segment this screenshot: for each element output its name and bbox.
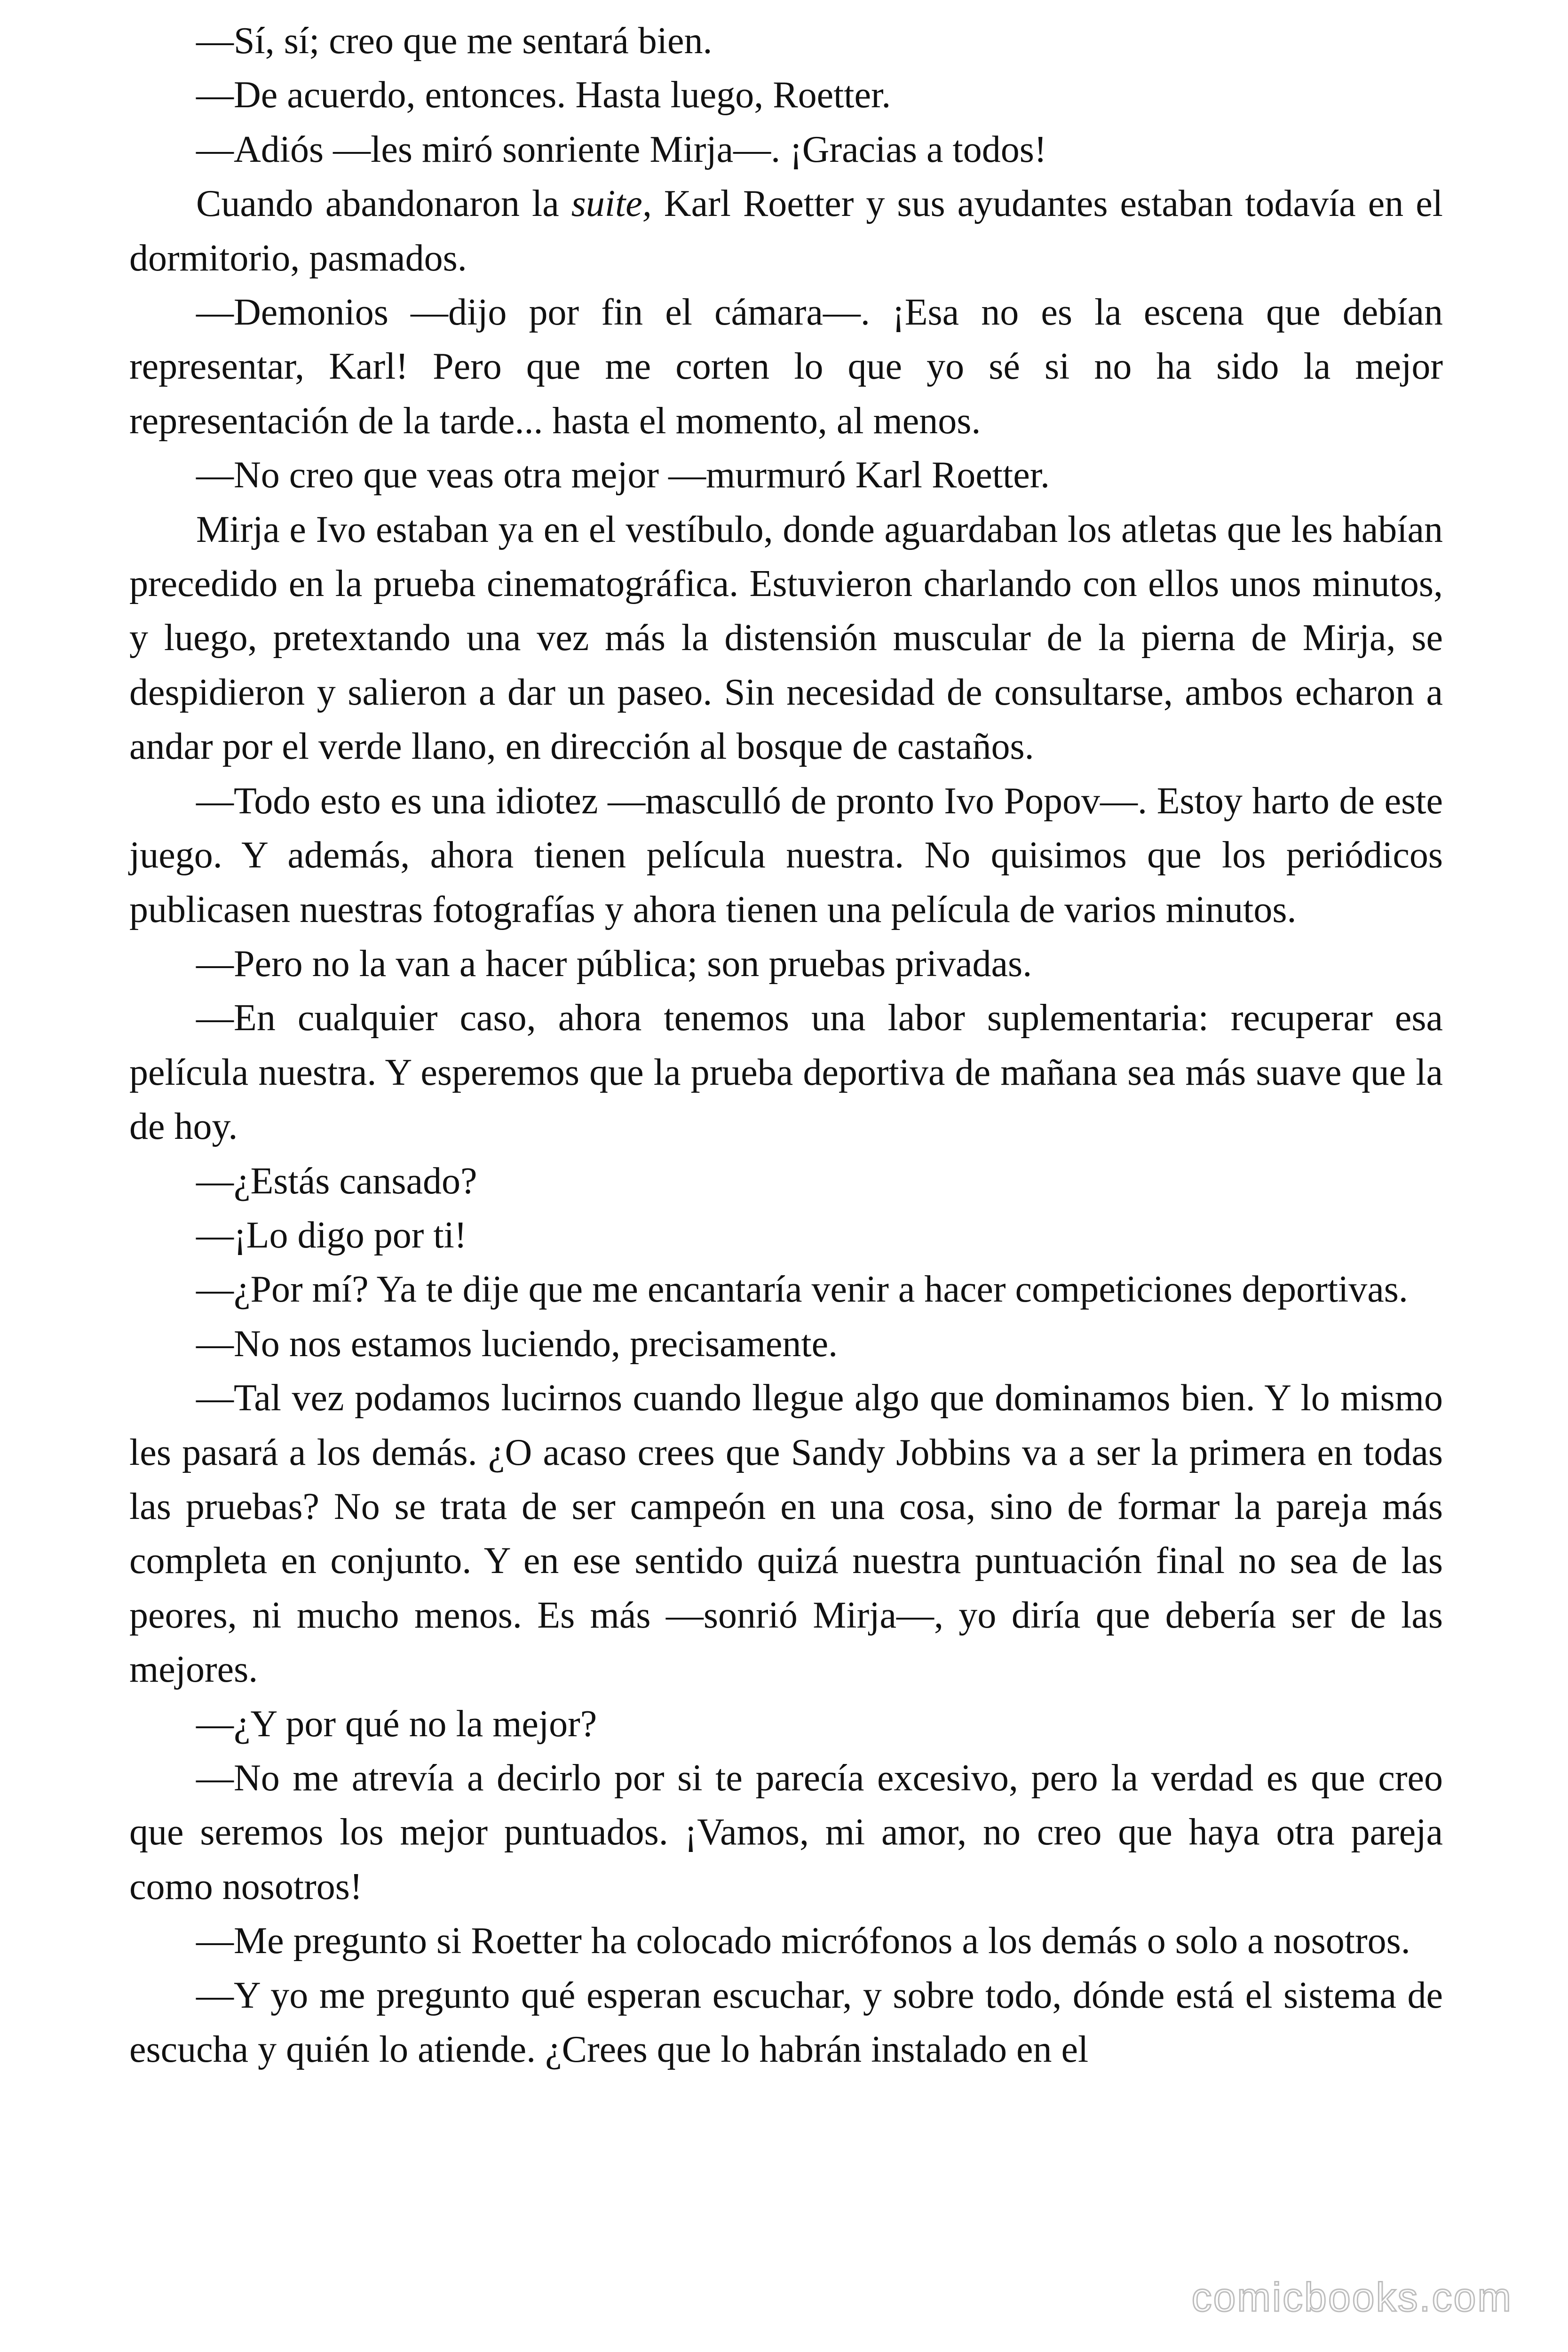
- paragraph: —¿Estás cansado?: [196, 1160, 477, 1202]
- paragraph: —¿Y por qué no la mejor?: [196, 1703, 597, 1745]
- paragraph: Mirja e Ivo estaban ya en el vestíbulo, donde aguardaban los atletas que les habían precedido en la prueba cinematográfica. Estuvieron charlando con ellos unos minutos, y luego, pretextando una vez más la distensión muscular de la pierna de Mirja, se despidieron y salieron a dar un paseo. Sin necesidad de consultarse, ambos echaron a andar por el verde llano, en dirección al bosque de castaños.: [129, 509, 1443, 768]
- page-text: [129, 14, 1443, 2077]
- paragraph: —Pero no la van a hacer pública; son pruebas privadas.: [196, 943, 1032, 985]
- paragraph: —En cualquier caso, ahora tenemos una labor suplementaria: recuperar esa película nuestra. Y esperemos que la prueba deportiva de mañana sea más suave que la de hoy.: [129, 997, 1443, 1148]
- paragraph: —No creo que veas otra mejor —murmuró Karl Roetter.: [196, 454, 1050, 496]
- paragraph: —No nos estamos luciendo, precisamente.: [196, 1323, 838, 1365]
- paragraph: —De acuerdo, entonces. Hasta luego, Roetter.: [196, 74, 891, 116]
- watermark: comicbooks.com: [1191, 2275, 1513, 2320]
- paragraph-text: Karl Roetter y sus ayudantes estaban todavía en el dormitorio, pasmados.: [129, 183, 1443, 279]
- paragraph: —Y yo me pregunto qué esperan escuchar, y sobre todo, dónde está el sistema de escucha y quién lo atiende. ¿Crees que lo habrán instalado en el: [129, 1974, 1443, 2071]
- paragraph: —Adiós —les miró sonriente Mirja—. ¡Gracias a todos!: [196, 128, 1047, 170]
- paragraph: —No me atrevía a decirlo por si te parecía excesivo, pero la verdad es que creo que seremos los mejor puntuados. ¡Vamos, mi amor, no creo que haya otra pareja como nosotros!: [129, 1757, 1443, 1907]
- paragraph: —¡Lo digo por ti!: [196, 1214, 467, 1256]
- paragraph-text: Cuando abandonaron la: [196, 183, 571, 225]
- paragraph: —Todo esto es una idiotez —masculló de pronto Ivo Popov—. Estoy harto de este juego. Y además, ahora tienen película nuestra. No quisimos que los periódicos publicasen nuestras fotografías y ahora tienen una película de varios minutos.: [129, 780, 1443, 930]
- paragraph: [129, 177, 1443, 286]
- paragraph: —Me pregunto si Roetter ha colocado micrófonos a los demás o solo a nosotros.: [196, 1920, 1410, 1962]
- paragraph: —Tal vez podamos lucirnos cuando llegue algo que dominamos bien. Y lo mismo les pasará a los demás. ¿O acaso crees que Sandy Jobbins va a ser la primera en todas las pruebas? No se trata de ser campeón en una cosa, sino de formar la pareja más completa en conjunto. Y en ese sentido quizá nuestra puntuación final no sea de las peores, ni mucho menos. Es más —sonrió Mirja—, yo diría que debería ser de las mejores.: [129, 1377, 1443, 1691]
- paragraph: —Sí, sí; creo que me sentará bien.: [196, 20, 713, 62]
- paragraph: —¿Por mí? Ya te dije que me encantaría venir a hacer competiciones deportivas.: [196, 1269, 1408, 1311]
- italic-word: suite,: [571, 183, 652, 225]
- paragraph: —Demonios —dijo por fin el cámara—. ¡Esa no es la escena que debían representar, Karl! Pero que me corten lo que yo sé si no ha sido la mejor representación de la tarde... hasta el momento, al menos.: [129, 292, 1443, 442]
